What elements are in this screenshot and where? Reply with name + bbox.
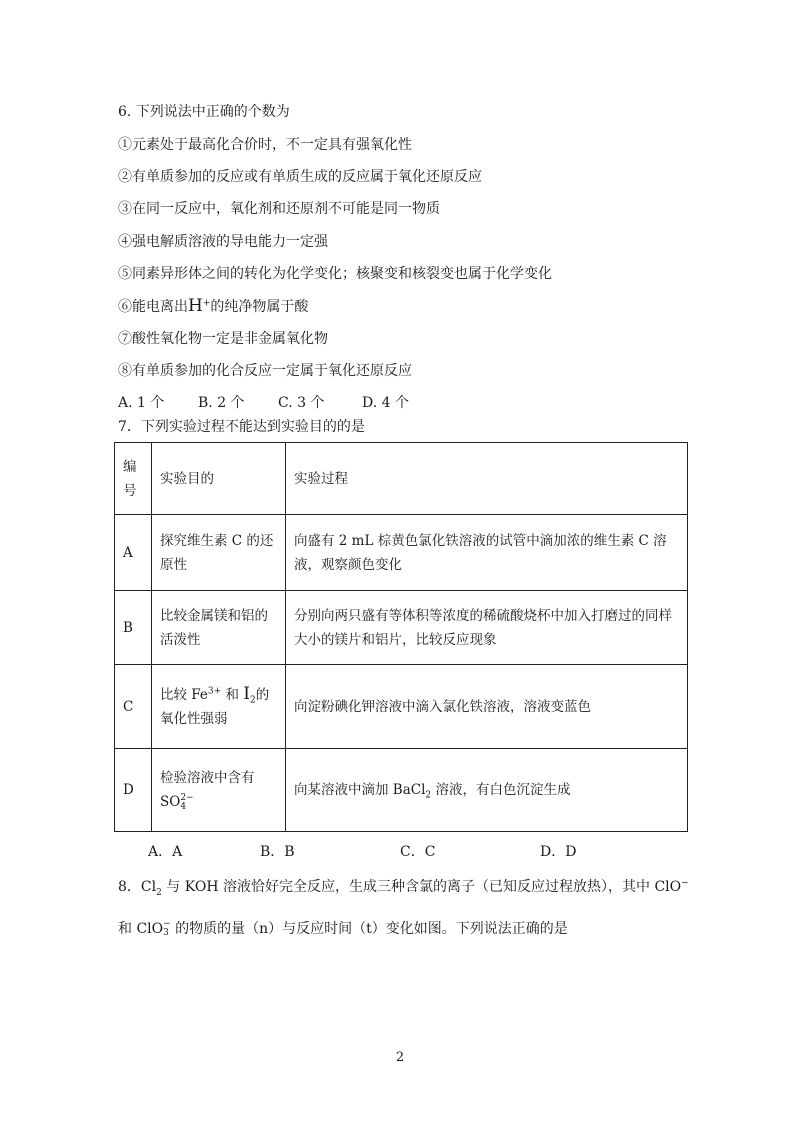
- header-process: 实验过程: [286, 443, 688, 515]
- q6-options: [118, 393, 409, 413]
- row-c-purpose-rest: 的氧化性强弱: [160, 687, 270, 727]
- header-number-line-2: 号: [123, 482, 137, 499]
- q6-s6-prefix: ⑥能电离出: [118, 299, 188, 315]
- q8-number: 8．: [118, 879, 141, 895]
- q6-statement-6: [118, 296, 308, 317]
- experiment-table: [114, 442, 688, 832]
- q6-s6-suffix: 的纯净物属于酸: [210, 299, 309, 315]
- row-c-purpose-and: 和: [221, 687, 244, 703]
- page-number: 2: [395, 1050, 405, 1065]
- table-row: [115, 665, 688, 749]
- q6-statement-8: ⑧有单质参加的化合反应一定属于氧化还原反应: [118, 363, 412, 379]
- q8-clo3-sub: 3: [163, 928, 169, 938]
- q8-cl2-sub: 2: [156, 887, 162, 898]
- q6-s6-ion: H: [188, 296, 203, 316]
- q8-text-2: 和: [118, 921, 137, 937]
- row-d-process-sub: 2: [425, 790, 432, 801]
- q8-cl2: Cl: [140, 879, 157, 895]
- q6-statement-5: ⑤同素异形体之间的转化为化学变化；核聚变和核裂变也属于化学变化: [118, 266, 552, 282]
- row-d-process-text: 向某溶液中滴加 BaCl: [294, 782, 426, 798]
- q8-clo-charge: −: [681, 878, 689, 889]
- row-d-purpose: [152, 749, 286, 832]
- q8-line-1: [118, 877, 689, 897]
- q7-options: [148, 842, 576, 862]
- row-d-process: [286, 749, 688, 832]
- row-d-purpose-ion-indices: [180, 794, 193, 812]
- q6-statement-4: ④强电解质溶液的导电能力一定强: [118, 234, 328, 250]
- q8-clo3: ClO: [136, 921, 164, 937]
- q8-clo: ClO: [654, 879, 682, 895]
- row-c-id: C: [115, 665, 152, 749]
- table-row: [115, 591, 688, 665]
- row-a-purpose: 探究维生素 C 的还原性: [152, 515, 286, 591]
- q6-option-a: A. 1 个: [118, 395, 165, 411]
- row-b-process: 分别向两只盛有等体积等浓度的稀硫酸烧杯中加入打磨过的同样大小的镁片和铝片，比较反应现象: [286, 591, 688, 665]
- row-a-id: A: [115, 515, 152, 591]
- q7-option-d: D．D: [540, 844, 577, 860]
- q6-stem: 6. 下列说法中正确的个数为: [118, 104, 290, 120]
- header-number-line-1: 编: [123, 458, 137, 475]
- row-d-purpose-text: 检验溶液中含有: [160, 770, 255, 786]
- q6-statement-7: ⑦酸性氧化物一定是非金属氧化物: [118, 331, 328, 347]
- row-c-purpose: [152, 665, 286, 749]
- row-c-process: 向淀粉碘化钾溶液中滴入氯化铁溶液，溶液变蓝色: [286, 665, 688, 749]
- q7-option-c: C．C: [400, 844, 436, 860]
- header-purpose: 实验目的: [152, 443, 286, 515]
- row-c-purpose-fe: 比较 Fe: [160, 687, 208, 703]
- q7-stem: 7．下列实验过程不能达到实验目的的是: [118, 419, 365, 435]
- q8-text-3: 的物质的量（n）与反应时间（t）变化如图。下列说法正确的是: [170, 921, 568, 937]
- q6-statement-3: ③在同一反应中，氧化剂和还原剂不可能是同一物质: [118, 201, 440, 217]
- row-b-purpose: 比较金属镁和铝的活泼性: [152, 591, 286, 665]
- table-header-row: [115, 443, 688, 515]
- row-d-id: D: [115, 749, 152, 832]
- q8-clo3-indices: [163, 920, 171, 938]
- row-d-purpose-ion-charge: 2−: [180, 792, 194, 803]
- q6-option-c: C. 3 个: [278, 395, 325, 411]
- row-d-purpose-ion-sub: 4: [180, 801, 187, 812]
- q6-option-b: B. 2 个: [198, 395, 245, 411]
- row-c-purpose-fe-charge: 3+: [207, 686, 222, 697]
- q8-clo3-charge: −: [163, 919, 171, 929]
- q6-s6-charge: +: [202, 298, 211, 309]
- q7-option-a: A．A: [148, 844, 183, 860]
- q6-statement-2: ②有单质参加的反应或有单质生成的反应属于氧化还原反应: [118, 169, 482, 185]
- q8-text-1: 与 KOH 溶液恰好完全反应，生成三种含氯的离子（已知反应过程放热），其中: [161, 879, 655, 895]
- row-c-purpose-iodine: I: [243, 684, 251, 704]
- row-c-purpose-iodine-sub: 2: [250, 695, 256, 706]
- row-d-process-rest: 溶液，有白色沉淀生成: [431, 782, 571, 798]
- q6-option-d: D. 4 个: [362, 395, 409, 411]
- q6-statement-1: ①元素处于最高化合价时，不一定具有强氧化性: [118, 137, 412, 153]
- row-d-purpose-ion: SO: [160, 794, 181, 810]
- row-a-process: 向盛有 2 mL 棕黄色氯化铁溶液的试管中滴加浓的维生素 C 溶液，观察颜色变化: [286, 515, 688, 591]
- header-number: [115, 443, 152, 515]
- row-b-id: B: [115, 591, 152, 665]
- table-row: [115, 749, 688, 832]
- q8-line-2: [118, 919, 568, 939]
- q7-option-b: B．B: [260, 844, 295, 860]
- table-row: [115, 515, 688, 591]
